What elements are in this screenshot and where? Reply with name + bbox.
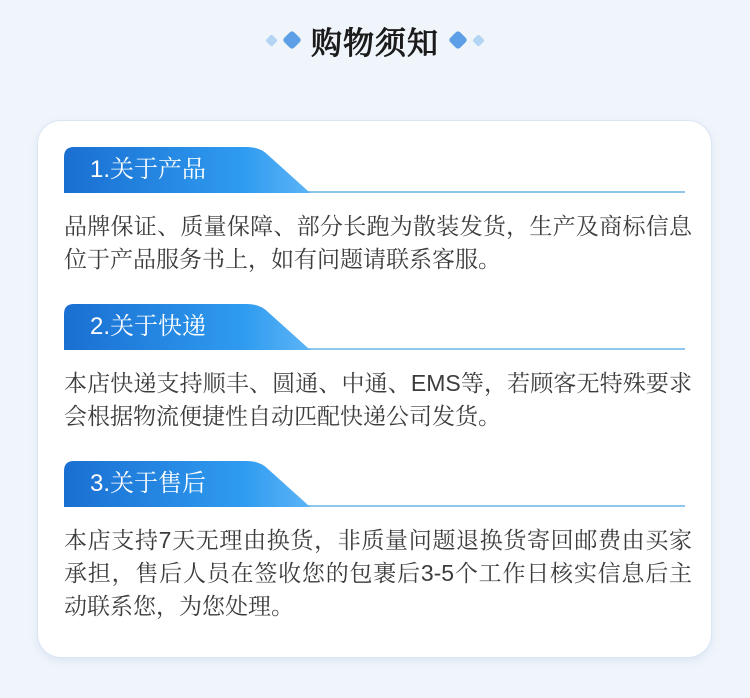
notice-card [37, 120, 712, 658]
section-heading: 2.关于快递 [90, 313, 207, 340]
section-body-text: 品牌保证、质量保障、部分长跑为散装发货，生产及商标信息位于产品服务书上，如有问题请联系客服。 [64, 213, 692, 272]
diamond-icon-small-right [472, 34, 485, 47]
section-ribbon-row [64, 461, 685, 507]
diamond-icon-small-left [265, 34, 278, 47]
section-ribbon [64, 461, 314, 507]
section-ribbon [64, 304, 314, 350]
section-heading: 3.关于售后 [90, 470, 207, 497]
diamond-icon-big-left [282, 30, 302, 50]
section-about-delivery [64, 304, 692, 433]
section-ribbon [64, 147, 314, 193]
section-ribbon-row [64, 304, 685, 350]
section-heading: 1.关于产品 [90, 156, 207, 183]
section-about-product [64, 147, 692, 276]
section-body-text: 本店快递支持顺丰、圆通、中通、EMS等，若顾客无特殊要求会根据物流便捷性自动匹配快递公司发货。 [64, 370, 692, 429]
section-about-aftersales [64, 461, 692, 623]
diamond-icon-big-right [448, 30, 468, 50]
page-header [0, 0, 750, 61]
section-body-text: 本店支持7天无理由换货，非质量问题退换货寄回邮费由买家承担，售后人员在签收您的包裹后3-5个工作日核实信息后主动联系您，为您处理。 [64, 527, 692, 619]
section-ribbon-row [64, 147, 685, 193]
page-title: 购物须知 [311, 25, 439, 61]
